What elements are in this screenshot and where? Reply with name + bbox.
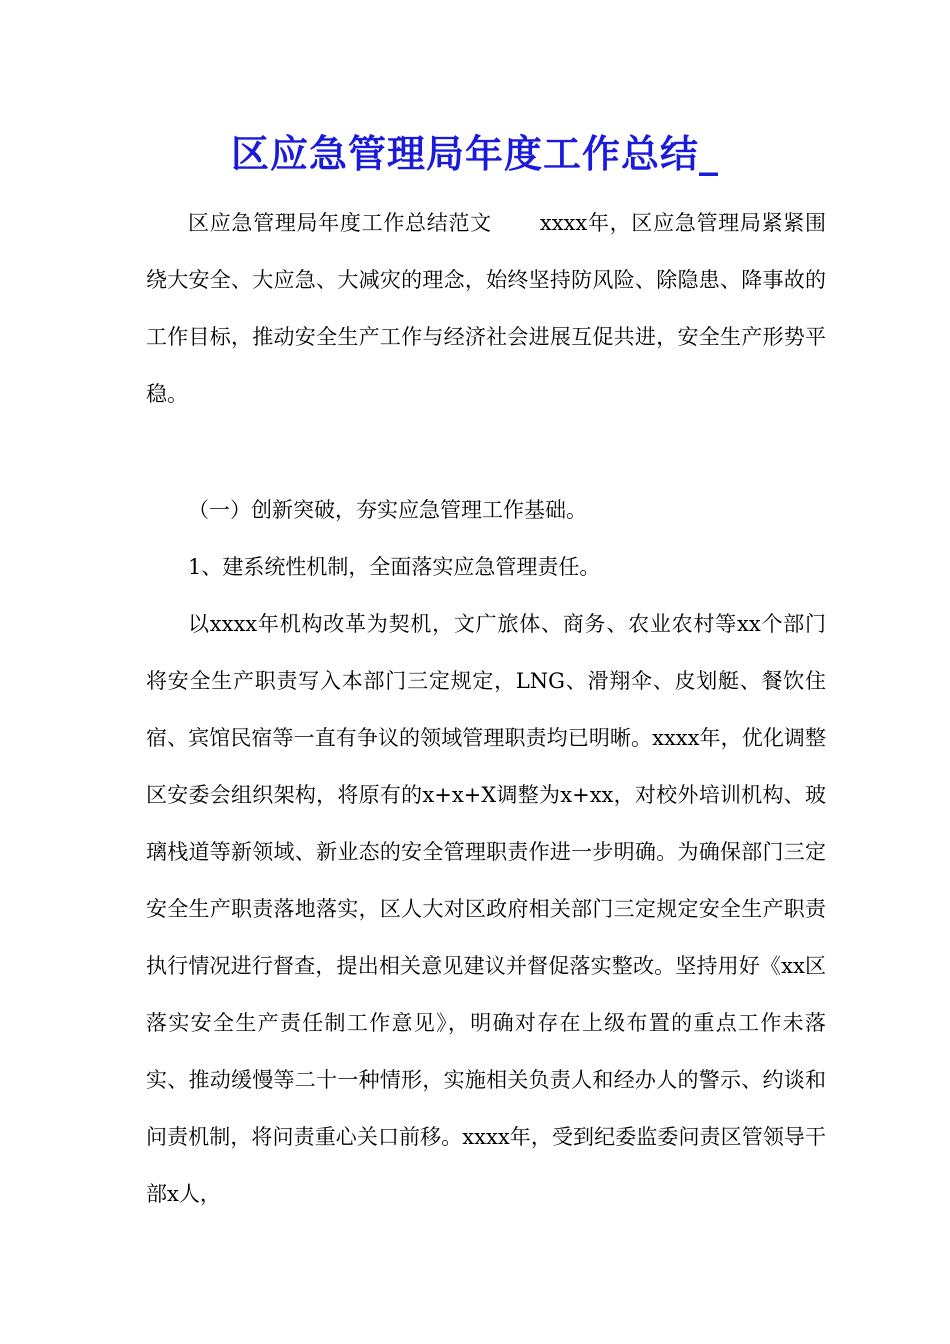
section-content [146, 482, 826, 1223]
intro-body: xxxx年，区应急管理局紧紧围绕大安全、大应急、大减灾的理念，始终坚持防风险、除隐患、降事故的工作目标，推动安全生产工作与经济社会进展互促共进，安全生产形势平稳。 [146, 211, 827, 406]
document-title: 区应急管理局年度工作总结_ [230, 131, 719, 176]
subheading: 1、建系统性机制，全面落实应急管理责任。 [188, 555, 601, 579]
intro-lead: 区应急管理局年度工作总结范文 [188, 211, 492, 235]
intro-paragraph [146, 195, 826, 423]
section-heading: （一）创新突破，夯实应急管理工作基础。 [188, 498, 587, 522]
body-paragraph: 以xxxx年机构改革为契机，文广旅体、商务、农业农村等xx个部门将安全生产职责写入本部门三定规定，LNG、滑翔伞、皮划艇、餐饮住宿、宾馆民宿等一直有争议的领域管理职责均已明晰。xxxx年，优化调整区安委会组织架构，将原有的x+x+X调整为x+xx，对校外培训机构、玻璃栈道等新领域、新业态的安全管理职责作进一步明确。为确保部门三定安全生产职责落地落实，区人大对区政府相关部门三定规定安全生产职责执行情况进行督查，提出相关意见建议并督促落实整改。坚持用好《xx区落实安全生产责任制工作意见》，明确对存在上级布置的重点工作未落实、推动缓慢等二十一种情形，实施相关负责人和经办人的警示、约谈和问责机制，将问责重心关口前移。xxxx年，受到纪委监委问责区管领导干部x人， [146, 612, 826, 1206]
intro-text [146, 195, 826, 423]
